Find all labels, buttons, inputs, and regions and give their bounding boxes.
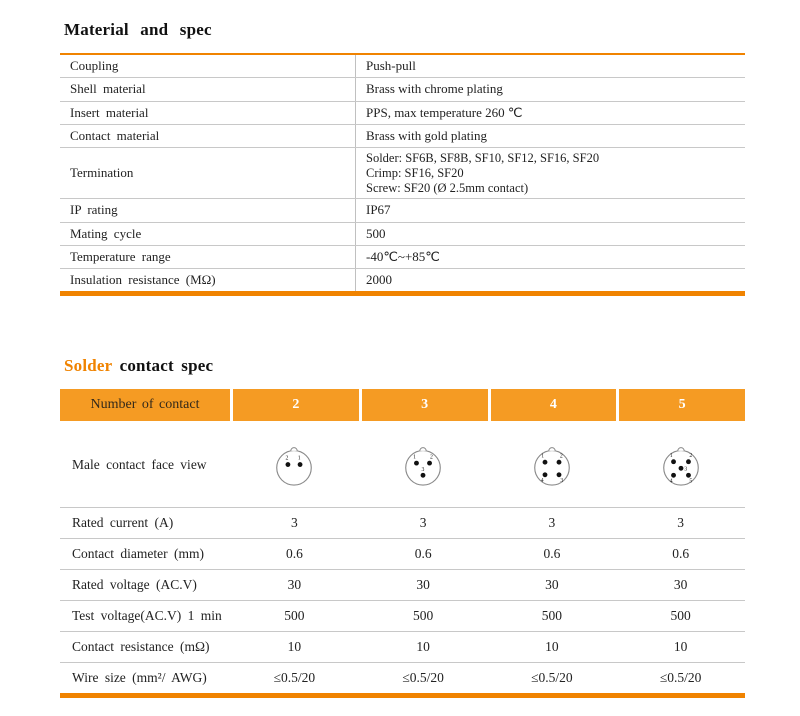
solder-row-value: 10 bbox=[416, 639, 430, 655]
solder-row-label: Rated current (A) bbox=[72, 515, 174, 531]
spec-label: Insulation resistance (MΩ) bbox=[60, 269, 356, 294]
svg-text:3: 3 bbox=[683, 466, 687, 473]
solder-row-value: 500 bbox=[413, 608, 434, 624]
spec-value: Push-pull bbox=[356, 54, 746, 78]
material-spec-title: Material and spec bbox=[64, 20, 212, 39]
solder-spec-row bbox=[60, 632, 745, 663]
solder-row-value: 0.6 bbox=[414, 546, 432, 562]
material-spec-row bbox=[60, 245, 745, 268]
spec-label: Temperature range bbox=[60, 245, 356, 268]
solder-row-label: Contact resistance (mΩ) bbox=[72, 639, 210, 655]
spec-label: Mating cycle bbox=[60, 222, 356, 245]
solder-row-label: Test voltage(AC.V) 1 min bbox=[72, 608, 222, 624]
spec-label: Shell material bbox=[60, 78, 356, 101]
material-spec-row bbox=[60, 148, 745, 199]
spec-label: Coupling bbox=[60, 54, 356, 78]
spec-value: 500 bbox=[356, 222, 746, 245]
contact-face-diagram bbox=[230, 437, 359, 493]
solder-row-value: 500 bbox=[284, 608, 305, 624]
material-spec-table bbox=[60, 53, 745, 296]
solder-row-value: ≤0.5/20 bbox=[531, 670, 573, 686]
spec-label: Contact material bbox=[60, 124, 356, 147]
solder-row-value: 10 bbox=[287, 639, 302, 655]
svg-text:3: 3 bbox=[560, 478, 564, 485]
svg-text:2: 2 bbox=[285, 455, 289, 462]
solder-row-value: 0.6 bbox=[543, 546, 561, 562]
material-spec-row bbox=[60, 124, 745, 147]
connector-face-icon bbox=[266, 437, 322, 493]
solder-header-count: 4 bbox=[491, 389, 617, 421]
solder-row-value: 30 bbox=[416, 577, 430, 593]
solder-row-value: ≤0.5/20 bbox=[402, 670, 444, 686]
contact-face-diagram bbox=[488, 437, 617, 493]
spec-value-line: Crimp: SF16, SF20 bbox=[366, 165, 464, 180]
solder-spec-title bbox=[64, 356, 745, 376]
solder-spec-row bbox=[60, 663, 745, 693]
solder-row-value: ≤0.5/20 bbox=[273, 670, 316, 686]
svg-text:1: 1 bbox=[413, 454, 417, 461]
spec-value: -40℃~+85℃ bbox=[356, 245, 746, 268]
solder-header-count: 3 bbox=[362, 389, 488, 421]
spec-value: 2000 bbox=[356, 269, 746, 294]
solder-header-count: 5 bbox=[619, 389, 745, 421]
face-view-label: Male contact face view bbox=[72, 457, 207, 473]
solder-spec-row bbox=[60, 570, 745, 601]
solder-row-value: 10 bbox=[545, 639, 559, 655]
svg-text:1: 1 bbox=[298, 455, 301, 462]
solder-row-value: 0.6 bbox=[672, 546, 690, 562]
solder-spec-row bbox=[60, 539, 745, 570]
solder-row-value: 3 bbox=[548, 515, 556, 531]
svg-text:5: 5 bbox=[688, 478, 692, 485]
spec-value: IP67 bbox=[356, 199, 746, 222]
contact-face-diagram bbox=[359, 437, 488, 493]
svg-text:3: 3 bbox=[421, 467, 425, 474]
spec-label: IP rating bbox=[60, 199, 356, 222]
solder-row-value: 500 bbox=[541, 608, 562, 624]
svg-text:4: 4 bbox=[669, 478, 673, 485]
svg-text:2: 2 bbox=[559, 453, 563, 460]
solder-row-value: 3 bbox=[677, 515, 684, 531]
solder-row-value: 0.6 bbox=[285, 546, 303, 562]
material-spec-row bbox=[60, 222, 745, 245]
solder-body bbox=[60, 423, 745, 693]
solder-row-value: 10 bbox=[673, 639, 688, 655]
solder-row-value: 500 bbox=[670, 608, 691, 624]
material-spec-row bbox=[60, 199, 745, 222]
connector-face-icon bbox=[524, 437, 580, 493]
spec-label: Termination bbox=[60, 148, 356, 199]
solder-row-label: Contact diameter (mm) bbox=[72, 546, 204, 562]
material-spec-row bbox=[60, 269, 745, 294]
solder-row-value: 30 bbox=[673, 577, 688, 593]
svg-text:1: 1 bbox=[541, 453, 544, 460]
solder-row-label: Rated voltage (AC.V) bbox=[72, 577, 197, 593]
solder-header-row bbox=[60, 389, 745, 421]
spec-value-line: Screw: SF20 (Ø 2.5mm contact) bbox=[366, 180, 529, 195]
spec-value: Brass with chrome plating bbox=[356, 78, 746, 101]
svg-text:1: 1 bbox=[669, 453, 673, 460]
solder-title-highlight: Solder bbox=[64, 356, 113, 376]
face-view-row bbox=[60, 423, 745, 508]
spec-label: Insert material bbox=[60, 101, 356, 124]
contact-face-diagram bbox=[616, 437, 745, 493]
material-spec-row bbox=[60, 101, 745, 124]
solder-spec-row bbox=[60, 601, 745, 632]
solder-row-value: 3 bbox=[291, 515, 298, 531]
solder-spec-table bbox=[60, 389, 745, 698]
connector-face-icon bbox=[653, 437, 709, 493]
solder-header-label: Number of contact bbox=[60, 389, 230, 421]
spec-value-line: Solder: SF6B, SF8B, SF10, SF12, SF16, SF20 bbox=[366, 151, 600, 165]
material-spec-row bbox=[60, 54, 745, 78]
solder-row-value: 30 bbox=[287, 577, 302, 593]
spec-value bbox=[356, 148, 746, 199]
solder-row-value: 3 bbox=[419, 515, 427, 531]
connector-face-icon bbox=[395, 437, 451, 493]
material-spec-tbody bbox=[60, 54, 745, 294]
solder-spec-row bbox=[60, 508, 745, 539]
spec-value: Brass with gold plating bbox=[356, 124, 746, 147]
svg-text:2: 2 bbox=[688, 453, 692, 460]
svg-text:4: 4 bbox=[540, 478, 544, 485]
solder-row-value: 30 bbox=[545, 577, 559, 593]
material-spec-row bbox=[60, 78, 745, 101]
solder-title-rest: contact spec bbox=[112, 356, 214, 376]
spec-value: PPS, max temperature 260 ℃ bbox=[356, 101, 746, 124]
solder-row-label: Wire size (mm²/ AWG) bbox=[72, 670, 207, 686]
svg-text:2: 2 bbox=[430, 454, 433, 461]
solder-row-value: ≤0.5/20 bbox=[659, 670, 702, 686]
solder-header-count: 2 bbox=[233, 389, 359, 421]
